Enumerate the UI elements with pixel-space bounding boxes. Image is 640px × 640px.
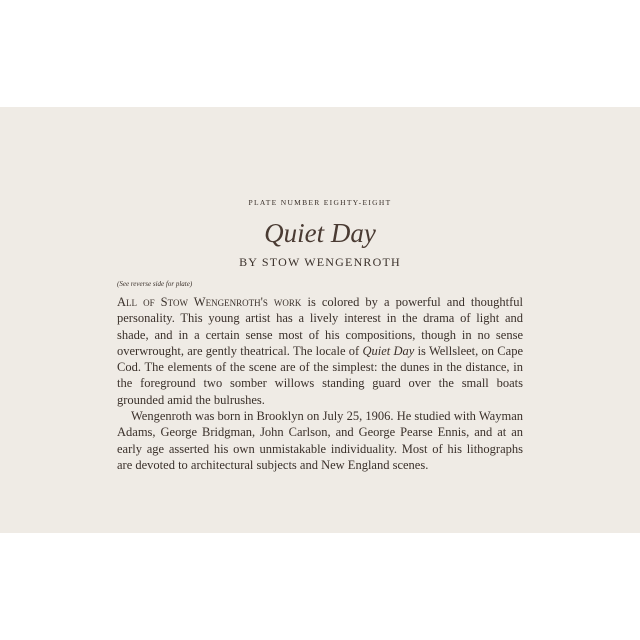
artist-byline: BY STOW WENGENROTH: [239, 255, 401, 269]
plate-title: Quiet Day: [264, 218, 376, 248]
italic-title: Quiet Day: [362, 343, 415, 358]
paragraph-1-part-b: is Wellsleet, on Cape Cod. The elements of the scene are of the simplest: the dunes in the distance, in the foreground two somber willows standing guard over the small boats grounded amid the bulrushes.: [117, 343, 523, 407]
reverse-side-note: (See reverse side for plate): [117, 280, 193, 288]
paragraph-1-part-a: is colored by a powerful and thoughtful personality. This young artist has a lively interest in the drama of light and shade, and in a certain sense most of his compositions, though in no sense overwrought, are gently theatrical. The locale of: [117, 295, 523, 358]
document-page: [0, 107, 640, 533]
paragraph-1: [117, 294, 523, 408]
plate-number: PLATE NUMBER EIGHTY-EIGHT: [248, 198, 392, 207]
paragraph-2: Wengenroth was born in Brooklyn on July 25, 1906. He studied with Wayman Adams, George Bridgman, John Carlson, and George Pearse Ennis, and at an early age asserted his own unmistakable individuality. Most of his lithographs are devoted to architectural subjects and New England scenes.: [117, 409, 523, 472]
lead-in: All of Stow Wengenroth's work: [117, 295, 302, 309]
description-text: [117, 294, 523, 473]
